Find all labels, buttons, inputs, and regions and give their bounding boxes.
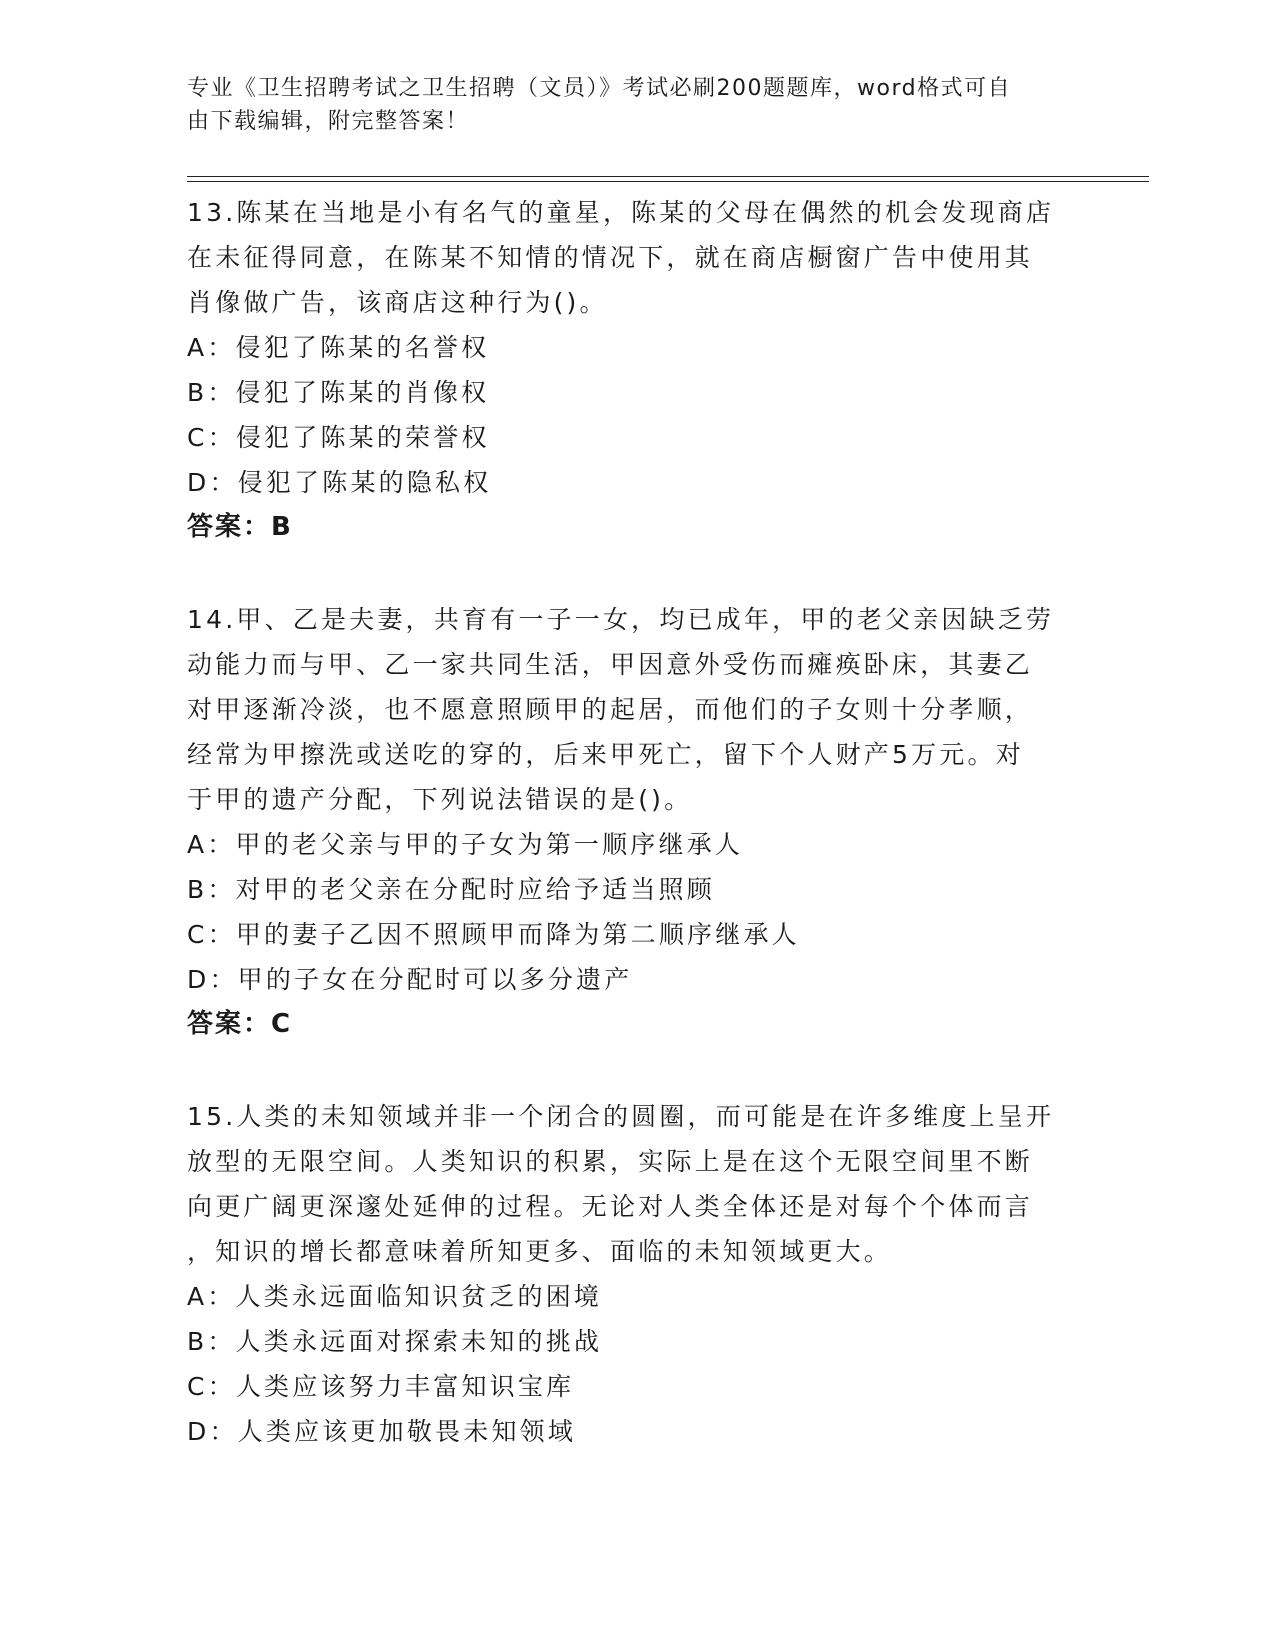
stem-line: 13.陈某在当地是小有名气的童星，陈某的父母在偶然的机会发现商店	[187, 198, 1055, 227]
option-a: A：侵犯了陈某的名誉权	[187, 333, 490, 362]
question-15	[187, 1094, 1087, 1454]
question-14	[187, 597, 1087, 1047]
question-stem	[187, 1094, 1087, 1274]
question-stem	[187, 597, 1087, 822]
option-c: C：甲的妻子乙因不照顾甲而降为第二顺序继承人	[187, 920, 800, 949]
option-d: D：人类应该更加敬畏未知领域	[187, 1417, 577, 1446]
option-list	[187, 1274, 1087, 1454]
answer-label: 答案：C	[187, 1009, 293, 1039]
option-c: C：侵犯了陈某的荣誉权	[187, 423, 490, 452]
stem-line: ，知识的增长都意味着所知更多、面临的未知领域更大。	[187, 1237, 893, 1266]
question-stem	[187, 190, 1087, 325]
stem-line: 动能力而与甲、乙一家共同生活，甲因意外受伤而瘫痪卧床，其妻乙	[187, 650, 1034, 679]
stem-line: 经常为甲擦洗或送吃的穿的，后来甲死亡，留下个人财产5万元。对	[187, 740, 1024, 769]
option-list	[187, 822, 1087, 1002]
option-b: B：人类永远面对探索未知的挑战	[187, 1327, 603, 1356]
answer-label: 答案：B	[187, 512, 293, 542]
stem-line: 对甲逐渐冷淡，也不愿意照顾甲的起居，而他们的子女则十分孝顺，	[187, 695, 1034, 724]
option-c: C：人类应该努力丰富知识宝库	[187, 1372, 575, 1401]
option-a: A：人类永远面临知识贫乏的困境	[187, 1282, 603, 1311]
option-list	[187, 325, 1087, 505]
stem-line: 在未征得同意，在陈某不知情的情况下，就在商店橱窗广告中使用其	[187, 243, 1034, 272]
stem-line: 15.人类的未知领域并非一个闭合的圆圈，而可能是在许多维度上呈开	[187, 1102, 1055, 1131]
stem-line: 向更广阔更深邃处延伸的过程。无论对人类全体还是对每个个体而言	[187, 1192, 1034, 1221]
option-d: D：甲的子女在分配时可以多分遗产	[187, 965, 633, 994]
question-13	[187, 190, 1087, 550]
document-header	[187, 72, 1067, 138]
option-b: B：对甲的老父亲在分配时应给予适当照顾	[187, 875, 715, 904]
option-a: A：甲的老父亲与甲的子女为第一顺序继承人	[187, 830, 744, 859]
header-divider-top	[187, 176, 1149, 177]
option-d: D：侵犯了陈某的隐私权	[187, 468, 492, 497]
option-b: B：侵犯了陈某的肖像权	[187, 378, 490, 407]
stem-line: 放型的无限空间。人类知识的积累，实际上是在这个无限空间里不断	[187, 1147, 1034, 1176]
header-line-1: 专业《卫生招聘考试之卫生招聘（文员）》考试必刷200题题库，word格式可自	[187, 76, 1012, 101]
stem-line: 肖像做广告，该商店这种行为()。	[187, 288, 608, 317]
question-list	[187, 190, 1087, 1501]
header-line-2: 由下载编辑，附完整答案！	[187, 109, 470, 134]
header-divider-bottom	[187, 181, 1149, 182]
stem-line: 于甲的遗产分配，下列说法错误的是()。	[187, 785, 693, 814]
stem-line: 14.甲、乙是夫妻，共育有一子一女，均已成年，甲的老父亲因缺乏劳	[187, 605, 1055, 634]
